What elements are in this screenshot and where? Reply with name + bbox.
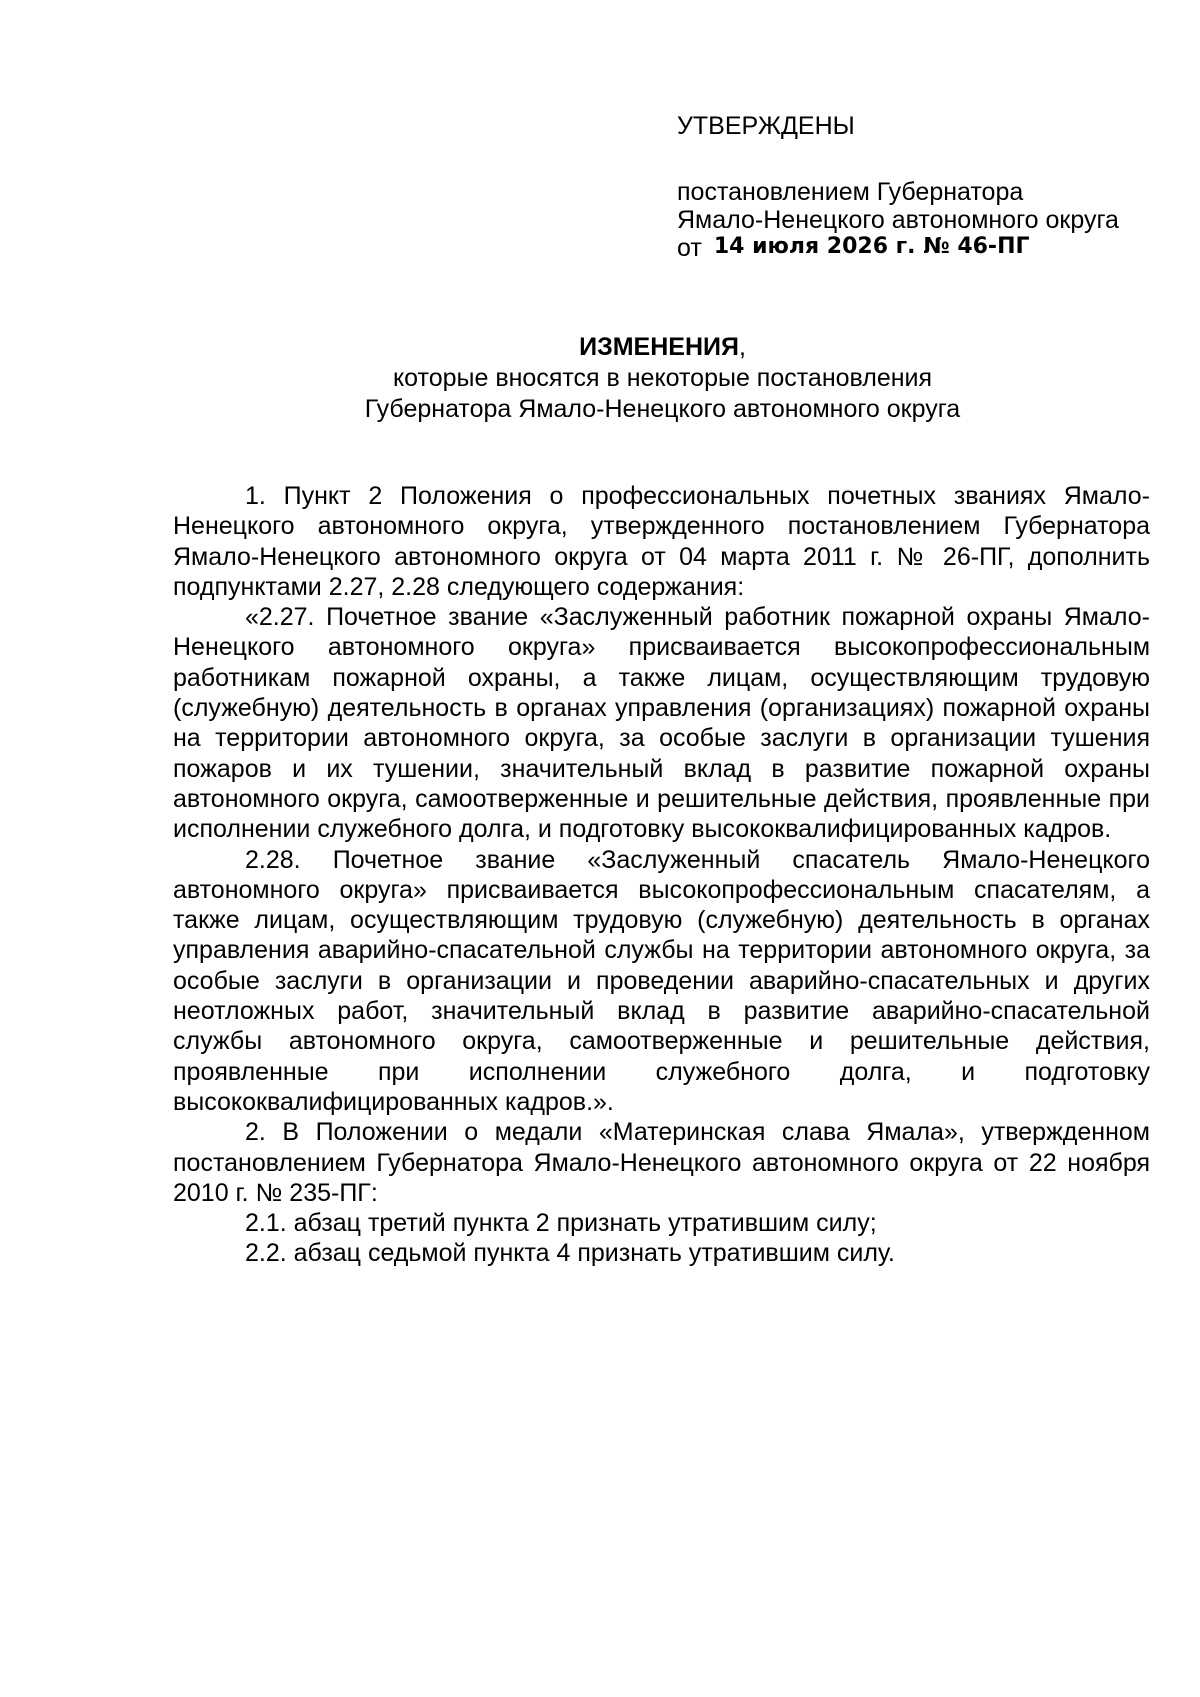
document-title-suffix: , xyxy=(738,333,746,361)
approval-line-region: Ямало-Ненецкого автономного округа xyxy=(677,206,1119,234)
body-paragraph: 1. Пункт 2 Положения о профессиональных почетных званиях Ямало-Ненецкого автономного округа, утвержденного постановлением Губернатора Ямало-Ненецкого автономного округа от 04 марта 2011 г. № 26-ПГ, дополнить подпунктами 2.27, 2.28 следующего содержания: xyxy=(173,482,1150,601)
document-subtitle-line-1: которые вносятся в некоторые постановления xyxy=(392,364,933,392)
document-title-line xyxy=(170,332,1155,363)
document-body xyxy=(173,481,1150,1269)
body-paragraph: 2. В Положении о медали «Материнская слава Ямала», утвержденном постановлением Губернатора Ямало-Ненецкого автономного округа от 22 ноября 2010 г. № 235-ПГ: xyxy=(173,1118,1150,1207)
body-paragraph: 2.2. абзац седьмой пункта 4 признать утратившим силу. xyxy=(245,1239,895,1268)
body-paragraph: 2.28. Почетное звание «Заслуженный спасатель Ямало-Ненецкого автономного округа» присваивается высокопрофессиональным спасателям, а также лицам, осуществляющим трудовую (служебную) деятельность в органах управления аварийно-спасательной службы на территории автономного округа, за особые заслуги в организации и проведении аварийно-спасательных и других неотложных работ, значительный вклад в развитие аварийно-спасательной службы автономного округа, самоотверженные и решительные действия, проявленные при исполнении служебного долга, и подготовку высококвалифицированных кадров.». xyxy=(173,845,1150,1116)
document-title: ИЗМЕНЕНИЯ xyxy=(579,333,739,361)
approval-date-prefix: от xyxy=(677,234,702,262)
body-paragraph: «2.27. Почетное звание «Заслуженный работник пожарной охраны Ямало-Ненецкого автономного округа» присваивается высокопрофессиональным работникам пожарной охраны, а также лицам, осуществляющим трудовую (служебную) деятельность в органах управления (организациях) пожарной охраны на территории автономного округа, за особые заслуги в организации тушения пожаров и их тушении, значительный вклад в развитие пожарной охраны автономного округа, самоотверженные и решительные действия, проявленные при исполнении служебного долга, и подготовку высококвалифицированных кадров. xyxy=(173,603,1150,844)
approval-date-stamp: 14 июля 2026 г. № 46-ПГ xyxy=(713,234,1030,259)
document-subtitle-line-2: Губернатора Ямало-Ненецкого автономного округа xyxy=(364,395,961,423)
approval-block xyxy=(677,112,1147,264)
approval-date-line xyxy=(677,234,1147,264)
document-heading xyxy=(170,332,1155,425)
approval-line-decree: постановлением Губернатора xyxy=(677,178,1024,206)
body-paragraph: 2.1. абзац третий пункта 2 признать утратившим силу; xyxy=(245,1209,877,1238)
approval-title: УТВЕРЖДЕНЫ xyxy=(677,112,855,140)
